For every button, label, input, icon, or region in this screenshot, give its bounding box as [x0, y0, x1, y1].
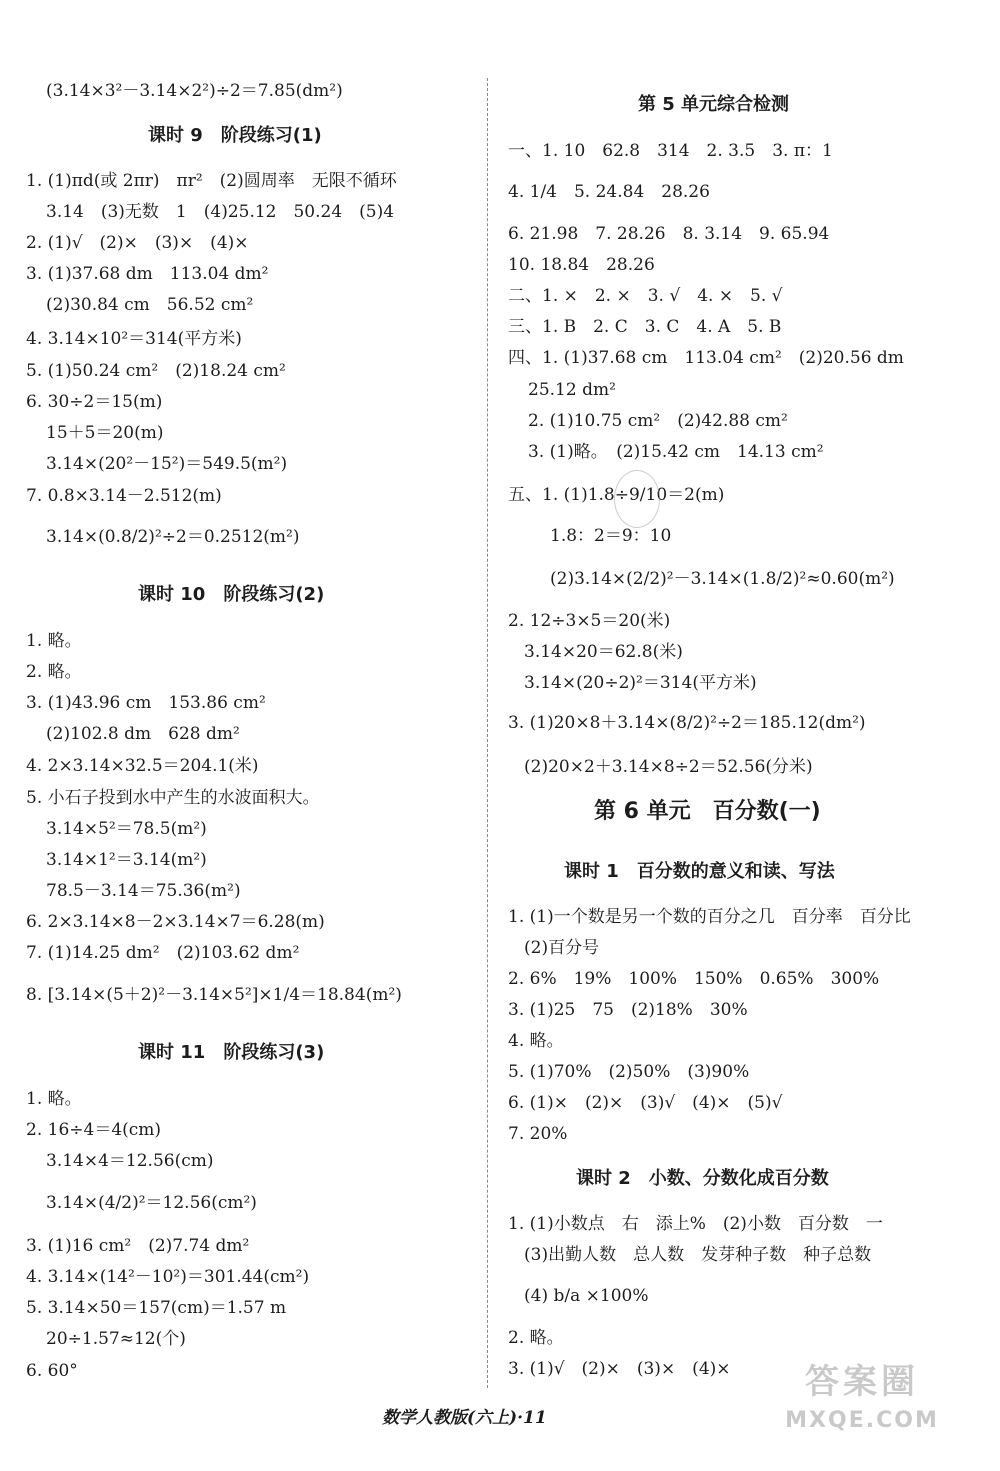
answer-line: 3.14×1²＝3.14(m²)	[46, 850, 207, 870]
answer-line: 2. 12÷3×5＝20(米)	[508, 611, 671, 631]
answer-line: 7. 0.8×3.14－2.512(m)	[26, 486, 222, 506]
watermark-url: MXQE.COM	[785, 1408, 939, 1433]
answer-line: 4. 2×3.14×32.5＝204.1(米)	[26, 756, 259, 776]
answer-line: 2. 6% 19% 100% 150% 0.65% 300%	[508, 969, 880, 989]
site-watermark	[742, 1357, 982, 1453]
answer-line: 6. 60°	[26, 1361, 78, 1381]
answer-line: 4. 略。	[508, 1031, 564, 1051]
page-footer: 数学人教版(六上)·11	[382, 1408, 547, 1428]
answer-line: 1. 略。	[26, 1089, 82, 1109]
answer-line: 4. 3.14×(14²－10²)＝301.44(cm²)	[26, 1267, 310, 1287]
answer-line: 3. (1)略。 (2)15.42 cm 14.13 cm²	[528, 442, 824, 462]
answer-line: 二、1. × 2. × 3. √ 4. × 5. √	[508, 286, 783, 306]
answer-line: 7. (1)14.25 dm² (2)103.62 dm²	[26, 943, 300, 963]
answer-line: 78.5－3.14＝75.36(m²)	[46, 881, 241, 901]
answer-line: 2. 略。	[508, 1328, 564, 1348]
answer-line: 8. [3.14×(5＋2)²－3.14×5²]×1/4＝18.84(m²)	[26, 985, 402, 1005]
answer-line: 3.14×(20²－15²)＝549.5(m²)	[46, 454, 288, 474]
watermark-title: 答案圈	[805, 1362, 919, 1402]
answer-line: 3. (1)25 75 (2)18% 30%	[508, 1000, 748, 1020]
answer-line: 3.14×(0.8/2)²÷2＝0.2512(m²)	[46, 527, 300, 547]
answer-line: 2. 16÷4＝4(cm)	[26, 1120, 162, 1140]
answer-line: 10. 18.84 28.26	[508, 255, 655, 275]
answer-line: 2. (1)10.75 cm² (2)42.88 cm²	[528, 411, 788, 431]
unit-test-heading: 第 5 单元综合检测	[638, 94, 790, 115]
answer-line: (2)3.14×(2/2)²－3.14×(1.8/2)²≈0.60(m²)	[550, 569, 895, 589]
answer-line: 一、1. 10 62.8 314 2. 3.5 3. π：1	[508, 141, 833, 161]
answer-line: (2)102.8 dm 628 dm²	[46, 724, 240, 744]
answer-line: (2)百分号	[524, 938, 600, 958]
answer-line: (2)20×2＋3.14×8÷2＝52.56(分米)	[524, 757, 813, 777]
unit-heading: 第 6 单元 百分数(一)	[594, 799, 821, 824]
answer-line: 3.14×(4/2)²＝12.56(cm²)	[46, 1193, 257, 1213]
answer-line: (3)出勤人数 总人数 发芽种子数 种子总数	[524, 1245, 872, 1265]
answer-line: 3.14×5²＝78.5(m²)	[46, 819, 207, 839]
answer-line: 15＋5＝20(m)	[46, 423, 164, 443]
answer-line: (4) b/a ×100%	[524, 1286, 649, 1306]
answer-line: 1. (1)小数点 右 添上% (2)小数 百分数 一	[508, 1214, 883, 1234]
column-divider	[487, 78, 488, 1388]
handwritten-mark	[614, 470, 660, 528]
answer-line: 四、1. (1)37.68 cm 113.04 cm² (2)20.56 dm	[508, 348, 904, 368]
answer-line: 4. 1/4 5. 24.84 28.26	[508, 182, 710, 202]
answer-line: 7. 20%	[508, 1124, 568, 1144]
answer-line: 1. (1)πd(或 2πr) πr² (2)圆周率 无限不循环	[26, 171, 397, 191]
answer-line: 6. 2×3.14×8－2×3.14×7＝6.28(m)	[26, 912, 325, 932]
answer-line: 3. (1)20×8＋3.14×(8/2)²÷2＝185.12(dm²)	[508, 713, 866, 733]
answer-line: 3.14×4＝12.56(cm)	[46, 1151, 214, 1171]
answer-line: (3.14×3²－3.14×2²)÷2＝7.85(dm²)	[46, 81, 343, 101]
answer-line: 3.14×(20÷2)²＝314(平方米)	[524, 673, 757, 693]
answer-line: 5. (1)50.24 cm² (2)18.24 cm²	[26, 361, 286, 381]
lesson-heading: 课时 11 阶段练习(3)	[138, 1042, 325, 1063]
answer-line: 3. (1)√ (2)× (3)× (4)×	[508, 1359, 731, 1379]
answer-line: 6. 30÷2＝15(m)	[26, 392, 163, 412]
lesson-heading: 课时 9 阶段练习(1)	[148, 125, 322, 146]
answer-line: 三、1. B 2. C 3. C 4. A 5. B	[508, 317, 782, 337]
lesson-heading: 课时 10 阶段练习(2)	[138, 584, 325, 605]
answer-line: 3.14 (3)无数 1 (4)25.12 50.24 (5)4	[46, 202, 395, 222]
answer-line: 五、1. (1)1.8÷9/10＝2(m)	[508, 485, 725, 505]
answer-line: 20÷1.57≈12(个)	[46, 1329, 186, 1349]
answer-line: 5. (1)70% (2)50% (3)90%	[508, 1062, 750, 1082]
lesson-heading: 课时 1 百分数的意义和读、写法	[564, 861, 835, 882]
answer-line: (2)30.84 cm 56.52 cm²	[46, 295, 254, 315]
answer-line: 2. 略。	[26, 662, 82, 682]
answer-line: 1. 略。	[26, 631, 82, 651]
answer-line: 1.8：2＝9：10	[550, 526, 672, 546]
answer-line: 1. (1)一个数是另一个数的百分之几 百分率 百分比	[508, 907, 911, 927]
answer-line: 3.14×20＝62.8(米)	[524, 642, 683, 662]
answer-line: 5. 3.14×50＝157(cm)＝1.57 m	[26, 1298, 287, 1318]
answer-line: 25.12 dm²	[528, 380, 616, 400]
lesson-heading: 课时 2 小数、分数化成百分数	[576, 1168, 829, 1189]
answer-line: 6. 21.98 7. 28.26 8. 3.14 9. 65.94	[508, 224, 830, 244]
answer-line: 6. (1)× (2)× (3)√ (4)× (5)√	[508, 1093, 783, 1113]
answer-line: 4. 3.14×10²＝314(平方米)	[26, 329, 242, 349]
answer-line: 3. (1)43.96 cm 153.86 cm²	[26, 693, 266, 713]
answer-line: 2. (1)√ (2)× (3)× (4)×	[26, 233, 249, 253]
answer-line: 3. (1)16 cm² (2)7.74 dm²	[26, 1236, 250, 1256]
answer-line: 3. (1)37.68 dm 113.04 dm²	[26, 264, 269, 284]
answer-line: 5. 小石子投到水中产生的水波面积大。	[26, 788, 320, 808]
